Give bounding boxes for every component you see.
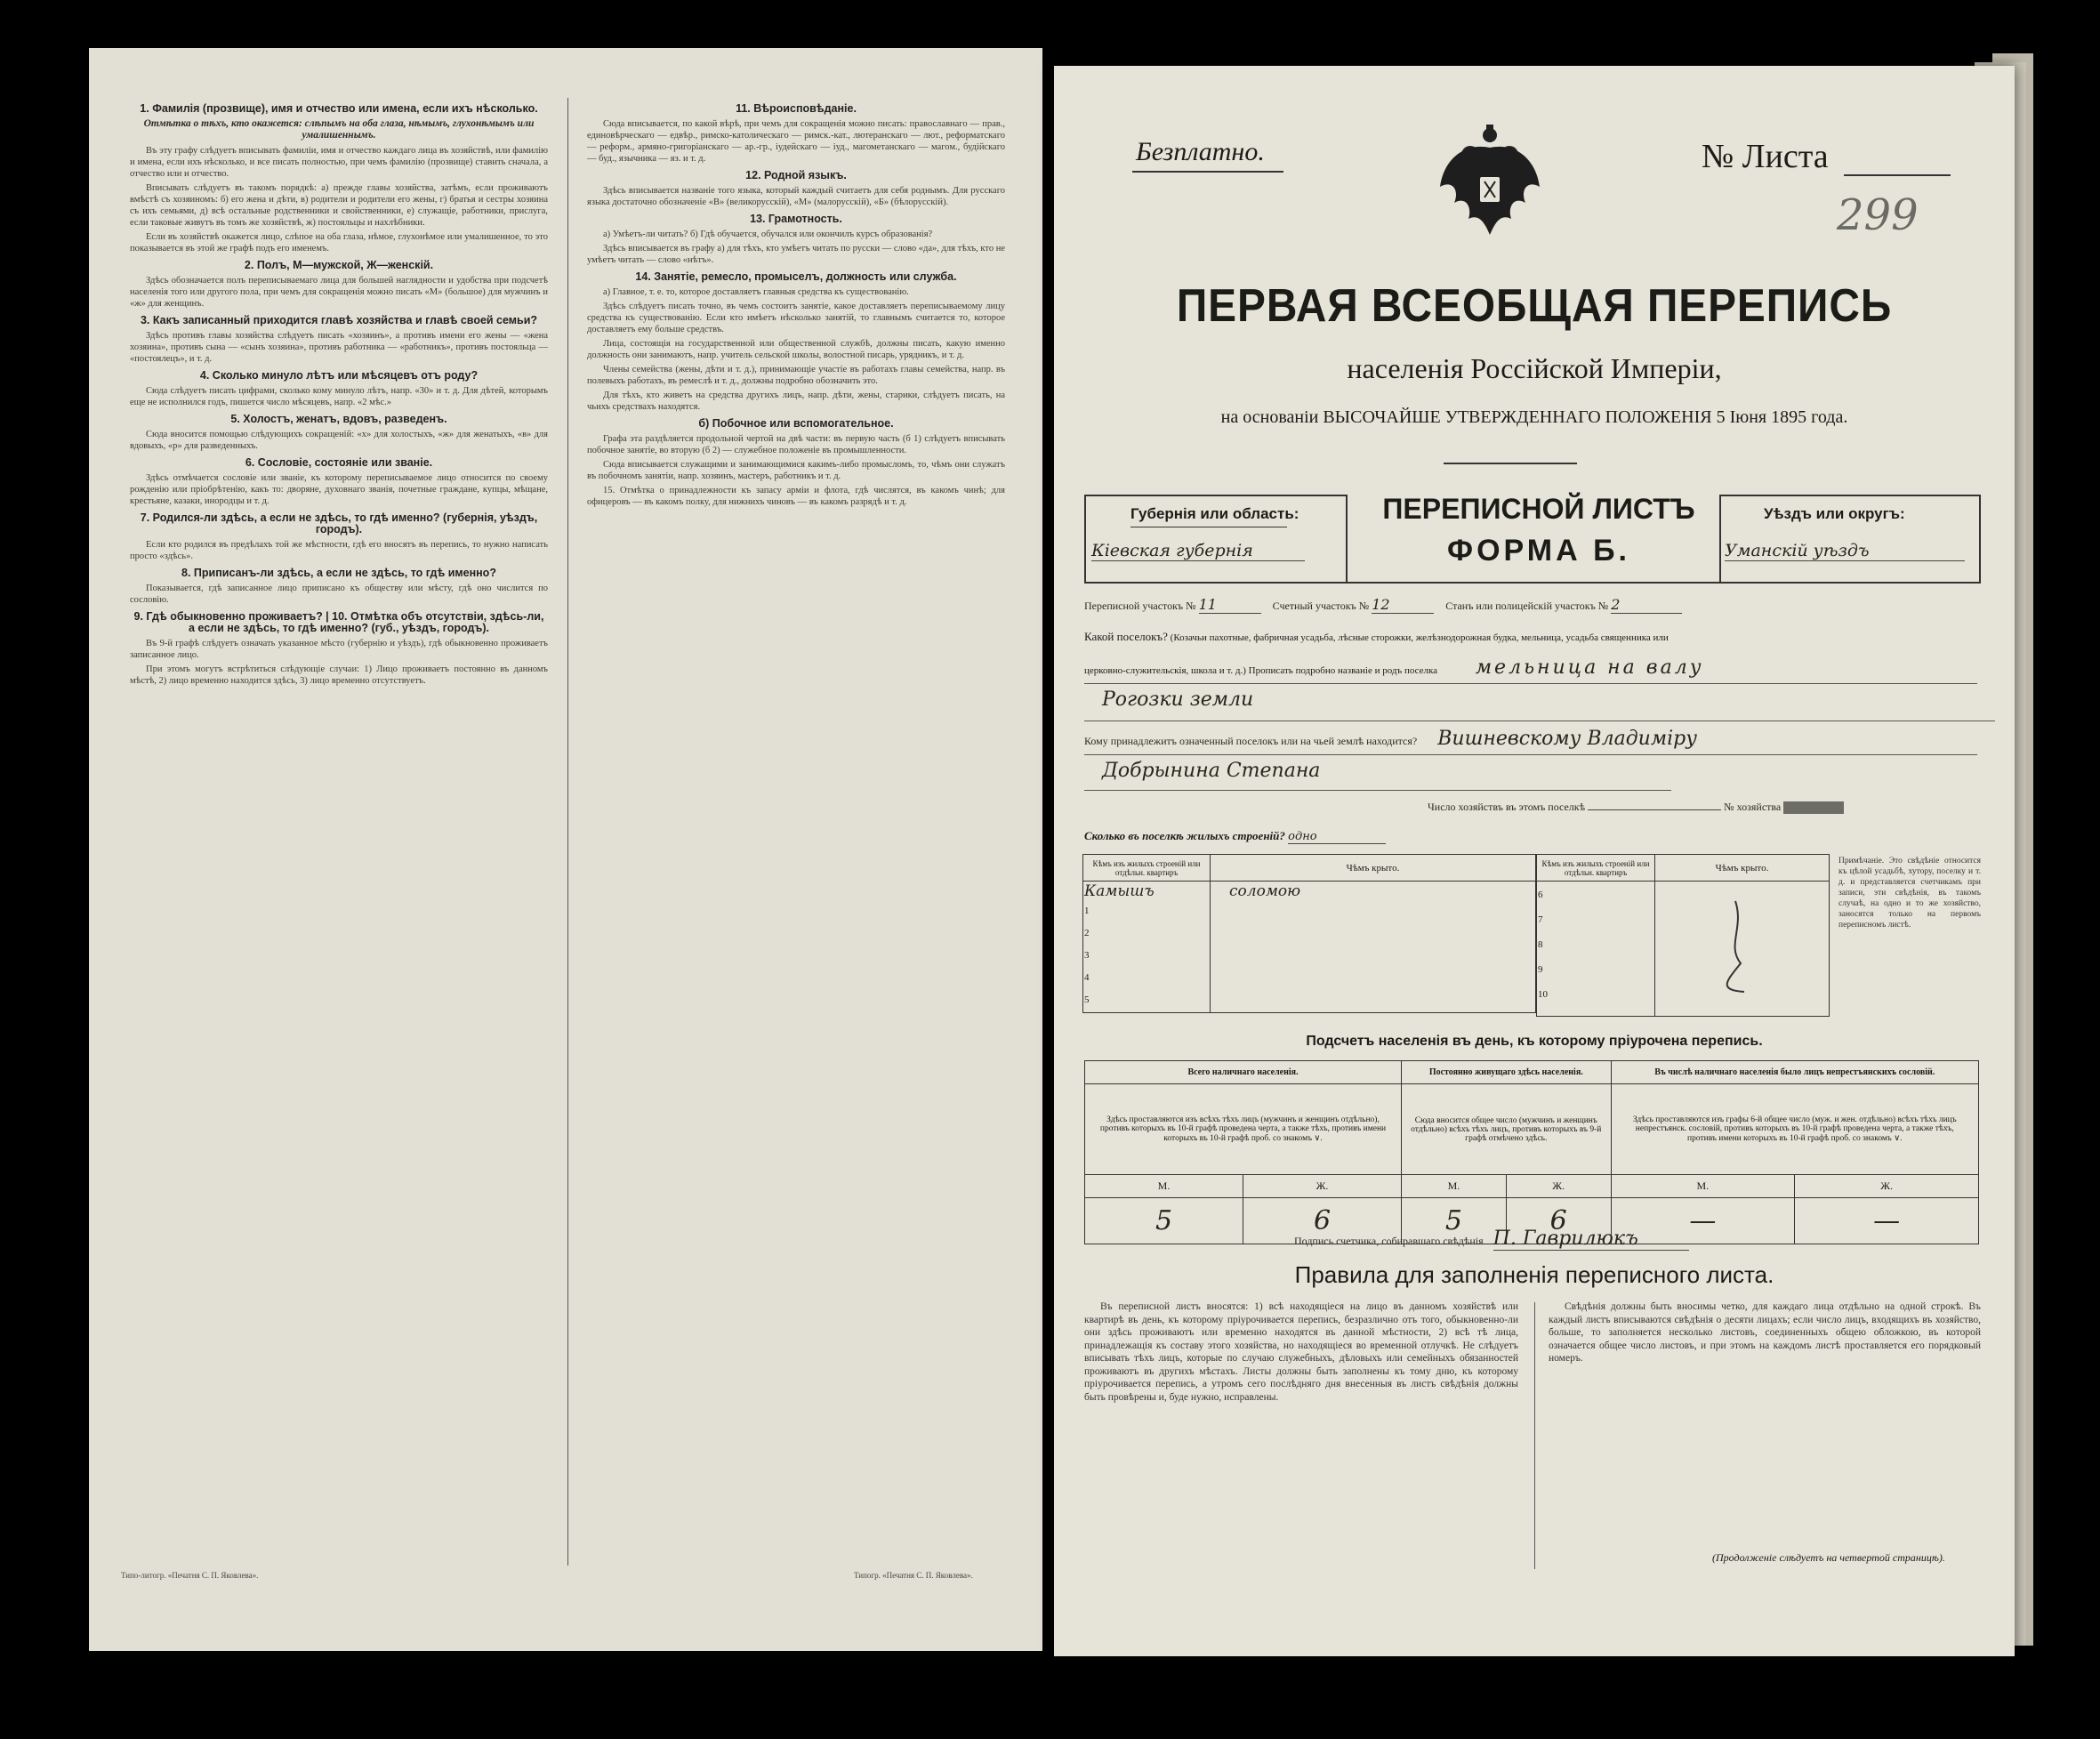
row-number: 1 (1084, 906, 1090, 916)
population-head-resident: Постоянно живущаго здѣсь населенія. (1402, 1061, 1612, 1084)
police-precinct-label: Станъ или полицейскій участокъ № (1445, 600, 1609, 612)
settlement-hint-2: церковно-служительскія, школа и т. д.) Прописать подробно названіе и родъ поселка (1084, 665, 1438, 676)
section-heading: 12. Родной языкъ. (745, 169, 847, 181)
census-title: ПЕРВАЯ ВСЕОБЩАЯ ПЕРЕПИСЬ (1176, 280, 1893, 332)
paragraph: Лица, состоящія на государственной или общественной службѣ, должны писать, какую именно должность они занимаютъ, напр. учитель сельской школы, волостной писарь, урядникъ, и т. д. (587, 339, 1005, 360)
section-heading: 6. Сословіе, состояніе или званіе. (245, 456, 433, 469)
section-heading: б) Побочное или вспомогательное. (698, 417, 894, 430)
male-label-3: М. (1611, 1175, 1795, 1198)
buildings-row-numbers-2 (1538, 882, 1653, 1007)
census-precinct-value: 11 (1199, 596, 1261, 614)
section-heading: 1. Фамилія (прозвище), имя и отчество или имена, если ихъ нѣсколько. (140, 102, 538, 115)
buildings-head-1b: Кѣмъ изъ жилыхъ строеній или отдѣльн. квартиръ (1537, 855, 1655, 882)
settlement-hint: (Козачьи пахотные, фабричная усадьба, лѣсные сторожки, желѣзнодорожная будка, мельница, усадьба священника или (1170, 632, 1669, 643)
section-heading: 11. Вѣроисповѣданіе. (736, 102, 857, 115)
buildings-table-left (1082, 854, 1536, 1013)
section-heading: 14. Занятіе, ремесло, промыселъ, должность или служба. (635, 270, 957, 283)
form-title: ПЕРЕПИСНОЙ ЛИСТЪ (1382, 493, 1695, 525)
resident-male-count: 5 (1402, 1198, 1507, 1244)
uezd-label: Уѣздъ или округъ: (1764, 505, 1905, 522)
nonpeasant-male-count: — (1611, 1198, 1795, 1244)
paragraph: Если въ хозяйствѣ окажется лицо, слѣпое на оба глаза, нѣмое, глухонѣмое или умалишенное, то это показывается въ этой же графѣ подъ его именемъ. (130, 232, 548, 254)
paragraph: Если кто родился въ предѣлахъ той же мѣстности, гдѣ его вносятъ въ перепись, то нужно написать просто «здѣсь». (130, 540, 548, 561)
paragraph: Сюда слѣдуетъ писать цифрами, сколько кому минуло лѣтъ, напр. «30» и т. д. Для дѣтей, которымъ еще не исполнился годъ, пишется число мѣсяцевъ, напр. «2 мѣс.» (130, 386, 548, 407)
sheet-number-label: № Листа (1702, 138, 1829, 175)
household-number-field (1783, 801, 1844, 814)
buildings-row-numbers (1084, 900, 1209, 1011)
paragraph: Здѣсь отмѣчается сословіе или званіе, къ которому переписываемое лицо относится по своему рожденію или пріобрѣтенію, какъ то: дворяне, духовнаго званія, почетные граждане, купцы, мѣщане, крестьяне, казаки, инородцы и т. д. (130, 473, 548, 506)
row-number: 7 (1538, 914, 1543, 925)
household-count-field (1588, 809, 1721, 810)
gubernia-box (1084, 495, 1348, 584)
population-title: Подсчетъ населенія въ день, къ которому пріурочена перепись. (1306, 1034, 1763, 1049)
buildings-note: Примѣчаніе. Это свѣдѣніе относится къ цѣлой усадьбѣ, хутору, поселку и т. д. и представляется счетчикамъ при записи, эти свѣдѣнія, въ такомъ случаѣ, на одно и то же хозяйство, заносятся только на первомъ переписномъ листѣ. (1839, 857, 1981, 930)
left-page (89, 48, 1042, 1651)
resident-female-count: 6 (1506, 1198, 1611, 1244)
census-precinct-label: Переписной участокъ № (1084, 600, 1196, 612)
row-number: 8 (1538, 939, 1543, 950)
free-underline (1132, 171, 1283, 173)
female-label-1: Ж. (1243, 1175, 1401, 1198)
row-number: 2 (1084, 928, 1090, 938)
paragraph: а) Главное, т. е. то, которое доставляетъ главныя средства къ существованію. (603, 287, 909, 297)
form-subtitle: ФОРМА Б. (1447, 534, 1630, 568)
cross-out-mark (1682, 892, 1789, 999)
printer-imprint-left: Типо-литогр. «Печатня С. П. Яковлева». (121, 1571, 259, 1580)
settlement-label: Какой поселокъ? (1084, 630, 1168, 643)
population-desc-nonpeasant: Здѣсь проставляются изъ графы 6-й общее число (муж. и жен. отдѣльно) всѣхъ тѣхъ лицъ непрестъянск. сословій, противъ которыхъ въ 10-й графѣ проведена черта, а также тѣхъ, противъ имени которыхъ въ 10-й графѣ проб. со знакомъ ∨. (1611, 1084, 1978, 1175)
population-head-total: Всего наличнаго населенія. (1085, 1061, 1402, 1084)
paragraph: 15. Отмѣтка о принадлежности къ запасу арміи и флота, гдѣ числятся, въ какомъ чинѣ; для офицеровъ — въ какомъ полку, для нижнихъ чиновъ — въ какомъ разрядѣ и т. д. (587, 486, 1005, 507)
paragraph: Для тѣхъ, кто живетъ на средства другихъ лицъ, напр. дѣти, жены, старики, слѣдуетъ писать, на чьихъ средствахъ находятся. (587, 390, 1005, 412)
section-subheading: Отмѣтка о тѣхъ, кто окажется: слѣпымъ на оба глаза, нѣмымъ, глухонѣмымъ или умалишеннымъ. (143, 118, 535, 141)
row-number: 9 (1538, 964, 1543, 975)
row-number: 4 (1084, 972, 1090, 983)
dwellings-label: Сколько въ поселкѣ жилыхъ строеній? (1084, 829, 1285, 842)
free-label: Безплатно. (1136, 137, 1265, 166)
total-female-count: 6 (1243, 1198, 1401, 1244)
uezd-value: Уманскій уѣздъ (1725, 541, 1965, 561)
paragraph: Здѣсь обозначается полъ переписываемаго лица для большей наглядности и удобства при подсчетѣ населенія того или другого пола, при чемъ для сокращенія можно писать «М» (большое) для мужчинъ и «ж» для женщинъ. (130, 276, 548, 309)
paragraph: Сюда вписывается служащими и занимающимися какимъ-либо промысломъ, то, чѣмъ они служатъ въ побочномъ занятіи, напр. хозяинъ, мастеръ, работникъ и т. д. (587, 460, 1005, 481)
owner-handwritten-2: Добрынина Степана (1084, 760, 1671, 791)
buildings-table-right (1536, 854, 1830, 1017)
female-label-2: Ж. (1506, 1175, 1611, 1198)
household-count-label: Число хозяйствъ въ этомъ поселкѣ (1428, 801, 1586, 813)
left-column-1 (130, 98, 548, 1574)
row-number: 10 (1538, 989, 1548, 1000)
rules-continued: (Продолженіе слѣдуетъ на четвертой страницѣ). (1712, 1551, 1945, 1564)
buildings-head-2b: Чѣмъ крыто. (1655, 855, 1830, 882)
imperial-eagle-emblem (1436, 125, 1543, 244)
rules-left-text: Въ переписной листъ вносятся: 1) всѣ находящіеся на лицо въ данномъ хозяйствѣ или квартирѣ въ день, къ которому пріурочивается перепись, безразлично отъ того, обыкновенно-ли они здѣсь проживаютъ или временно находятся въ данной мѣстности, 2) всѣ тѣ лица, принадлежащія къ составу этого хозяйства, но находящіеся во временной отлучкѣ. Не слѣдуетъ вписывать тѣхъ лицъ, которые по случаю служебныхъ, дѣловыхъ или семейныхъ обязанностей проживаютъ въ другихъ мѣстахъ. Листы должны быть заполнены къ тому дню, къ которому пріурочивается перепись, а утромъ сего послѣдняго дня внесенныя въ листъ свѣдѣнія должны быть провѣрены и, буде нужно, исправлены. (1084, 1301, 1518, 1403)
police-precinct-value: 2 (1611, 596, 1682, 614)
population-desc-total: Здѣсь проставляются изъ всѣхъ тѣхъ лицъ (мужчинъ и женщинъ отдѣльно), противъ которыхъ въ 10-й графѣ проведена черта, а также тѣхъ, противъ имени которыхъ въ 10-й графѣ проб. со знакомъ ∨. (1085, 1084, 1402, 1175)
section-heading: 8. Приписанъ-ли здѣсь, а если не здѣсь, то гдѣ именно? (181, 567, 496, 579)
paragraph: Здѣсь вписывается въ графу а) для тѣхъ, кто умѣетъ читать по русски — слово «да», для тѣхъ, кто не умѣетъ читать — слово «нѣтъ». (587, 244, 1005, 265)
section-heading: 13. Грамотность. (750, 213, 842, 225)
buildings-head-1: Кѣмъ изъ жилыхъ строеній или отдѣльн. квартиръ (1083, 855, 1211, 882)
uezd-box (1719, 495, 1981, 584)
building-roof-handwritten: соломою (1229, 882, 1301, 900)
section-heading: 2. Полъ, М—мужской, Ж—женскій. (244, 259, 434, 271)
gubernia-value: Кіевская губернія (1091, 541, 1305, 561)
population-table (1084, 1060, 1979, 1244)
count-precinct-value: 12 (1372, 596, 1434, 614)
paragraph: Въ эту графу слѣдуетъ вписывать фамиліи, имя и отчество каждаго лица въ хозяйствѣ, или фамилію и имена, если ихъ нѣсколько, и все писать полностью, при чемъ фамилію (прозвище) ставить сначала, а отчество или и отчество. (130, 146, 548, 179)
section-heading: 5. Холостъ, женатъ, вдовъ, разведенъ. (230, 413, 447, 425)
settlement-name-handwritten: мельница на валу (1475, 656, 1704, 679)
dwellings-handwritten: одно (1288, 830, 1386, 844)
buildings-head-2: Чѣмъ крыто. (1211, 855, 1536, 882)
settlement-name-handwritten-2: Рогозки земли (1084, 688, 1995, 721)
male-label-2: М. (1402, 1175, 1507, 1198)
row-number: 6 (1538, 890, 1543, 900)
nonpeasant-female-count: — (1795, 1198, 1979, 1244)
paragraph: Здѣсь противъ главы хозяйства слѣдуетъ писать «хозяинъ», а противъ имени его жены — «жена хозяина», противъ сына — «сынъ хозяина», противъ работника — «работникъ», противъ постояльца — «постоялецъ», и т. д. (130, 331, 548, 364)
population-desc-resident: Сюда вносится общее число (мужчинъ и женщинъ отдѣльно) всѣхъ тѣхъ лицъ, противъ которыхъ въ 9-й графѣ отмѣчено здѣсь. (1402, 1084, 1612, 1175)
row-number: 5 (1084, 994, 1090, 1005)
owner-line (1084, 728, 1977, 755)
sheet-number-handwritten: 299 (1837, 190, 1919, 240)
settlement-line (1084, 630, 1977, 644)
paragraph: При этомъ могутъ встрѣтиться слѣдующіе случаи: 1) Лицо проживаетъ постоянно въ данномъ мѣстѣ, 2) лицо временно находится здѣсь, 3) лицо временно отсутствуетъ. (130, 664, 548, 686)
left-column-2 (587, 98, 1005, 1574)
paragraph: Сюда вносится помощью слѣдующихъ сокращеній: «х» для холостыхъ, «ж» для женатыхъ, «в» для вдовыхъ, «р» для разведенныхъ. (130, 430, 548, 451)
paragraph: Здѣсь вписывается названіе того языка, который каждый считаетъ для себя роднымъ. Для русскаго языка достаточно обозначеніе «В» (великорусскій), «М» (малорусскій), «Б» (бѣлорусскій). (587, 186, 1005, 207)
precinct-line (1084, 596, 1977, 614)
building-material-handwritten: Камышъ (1084, 882, 1155, 900)
settlement-line-2 (1084, 656, 1977, 684)
paragraph: Въ 9-й графѣ слѣдуетъ означать указанное мѣсто (губернію и уѣздъ), гдѣ обыкновенно проживаетъ записанное лицо. (130, 639, 548, 660)
section-heading: 3. Какъ записанный приходится главѣ хозяйства и главѣ своей семьи? (140, 314, 538, 326)
paragraph: а) Умѣетъ-ли читать? б) Гдѣ обучается, обучался или окончилъ курсъ образованія? (603, 229, 933, 239)
population-head-nonpeasant: Въ числѣ наличнаго населенія было лицъ непрестъянскихъ сословій. (1611, 1061, 1978, 1084)
census-subtitle: населенія Россійской Имперіи, (1347, 352, 1722, 384)
paragraph: Вписывать слѣдуетъ въ такомъ порядкѣ: а) прежде главы хозяйства, затѣмъ, если проживаютъ вмѣстѣ съ хозяиномъ: б) его жена и дѣти, в) родители и родители его жены, г) братья и сестры хозяина съ ихъ семьями, д) всѣ остальные родственники и свойственники, е) служащіе, работники, прислуга, если таковые живутъ въ томъ же хозяйствѣ, ж) постояльцы и нахлѣбники. (130, 183, 548, 228)
gubernia-label: Губернія или область: (1130, 505, 1299, 522)
count-precinct-label: Счетный участокъ № (1272, 600, 1370, 612)
paragraph: Здѣсь слѣдуетъ писать точно, въ чемъ состоитъ занятіе, какое доставляетъ переписываемому лицу средства къ существованію. Если кто имѣетъ нѣсколько занятій, то главнымъ считается то, которое доставляетъ ему больше средствъ. (587, 302, 1005, 334)
section-heading: 4. Сколько минуло лѣтъ или мѣсяцевъ отъ роду? (199, 369, 479, 382)
right-page (1054, 66, 2015, 1656)
signature-line (1294, 1228, 1689, 1251)
row-number: 3 (1084, 950, 1090, 961)
section-heading: 7. Родился-ли здѣсь, а если не здѣсь, то гдѣ именно? (губернія, уѣздъ, городъ). (140, 511, 538, 535)
female-label-3: Ж. (1795, 1175, 1979, 1198)
paragraph: Сюда вписывается, по какой вѣрѣ, при чемъ для сокращенія можно писать: православнаго — прав., единовѣрческаго — едвѣр., римско-католическаго — римск.-кат., лютеранскаго — лют., реформатскаго — реформ., армяно-григоріанскаго — ар.-гр., іудейскаго — іуд., магометанскаго — магом., будійскаго — буд., язычника — яз. и т. д. (587, 119, 1005, 164)
title-divider (1444, 463, 1577, 464)
printer-imprint-right: Типогр. «Печатня С. П. Яковлева». (854, 1571, 973, 1580)
column-divider (567, 98, 568, 1566)
owner-handwritten: Вишневскому Владиміру (1437, 728, 1697, 750)
sheet-number-box (1844, 142, 1951, 176)
census-basis: на основаніи ВЫСОЧАЙШЕ УТВЕРЖДЕННАГО ПОЛОЖЕНІЯ 5 Іюня 1895 года. (1220, 407, 1848, 427)
total-male-count: 5 (1085, 1198, 1243, 1244)
rules-right-text: Свѣдѣнія должны быть вносимы четко, для каждаго лица отдѣльно на одной строкѣ. Въ каждый листъ вписываются свѣдѣнія о десяти лицахъ; если число лицъ, входящихъ въ хозяйство, больше, то заполняется несколько листовъ, соединенныхъ общею обложкою, въ которой означается общее число листовъ, и при этомъ на каждомъ листѣ проставляется его порядковый номеръ. (1549, 1301, 1981, 1364)
section-heading: 9. Гдѣ обыкновенно проживаетъ? | 10. Отмѣтка объ отсутствіи, здѣсь-ли, а если не здѣсь, то гдѣ именно? (губ., уѣздъ, городъ). (133, 610, 544, 634)
rules-divider (1534, 1302, 1535, 1569)
signature-label: Подпись счетчика, собиравшаго свѣдѣнія (1294, 1235, 1484, 1247)
dwellings-line (1084, 829, 1386, 844)
paragraph: Графа эта раздѣляется продольной чертой на двѣ части: въ первую часть (б 1) слѣдуетъ вписывать побочное занятіе, во вторую (б 2) — служебное положеніе въ промышленности. (587, 434, 1005, 455)
male-label-1: М. (1085, 1175, 1243, 1198)
signature-handwritten: П. Гаврилюкъ (1493, 1228, 1689, 1251)
rules-title: Правила для заполненія переписного листа. (1294, 1261, 1774, 1288)
paragraph: Члены семейства (жены, дѣти и т. д.), принимающіе участіе въ работахъ главы семейства, напр. въ полевыхъ работахъ, въ ремеслѣ и т. д., должны подробно обозначить это. (587, 365, 1005, 386)
household-number-label: № хозяйства (1724, 801, 1782, 813)
header-rule (1084, 582, 1979, 584)
paragraph: Показывается, гдѣ записанное лицо приписано къ обществу или мѣсту, гдѣ оно числится по сословію. (130, 584, 548, 605)
owner-label: Кому принадлежитъ означенный поселокъ или на чьей землѣ находится? (1084, 735, 1418, 747)
household-count-line (1428, 801, 1977, 814)
